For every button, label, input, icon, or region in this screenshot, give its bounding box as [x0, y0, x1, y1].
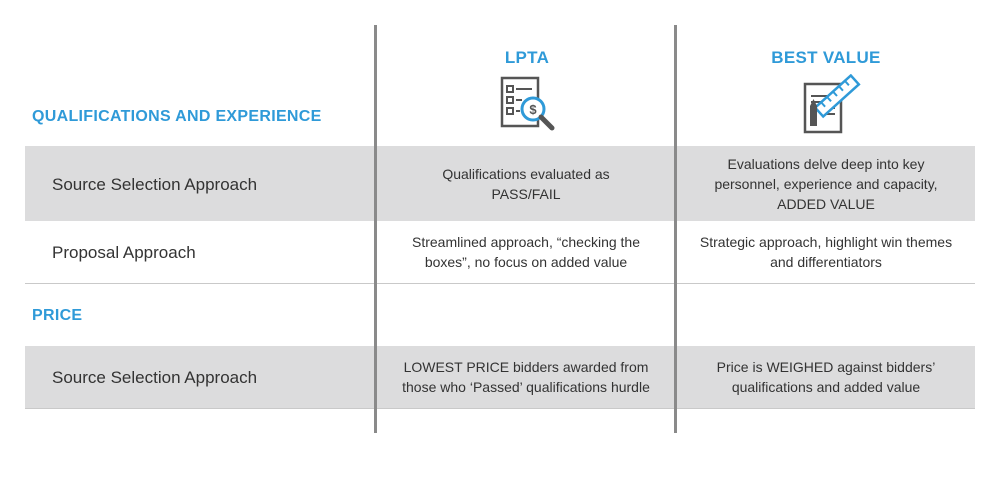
column-header-lpta [377, 48, 677, 134]
cell-best-value-proposal-approach [678, 221, 974, 283]
document-search-dollar-icon [496, 74, 558, 134]
cell-best-value-source-selection [678, 146, 974, 221]
row-label-price-source-selection: Source Selection Approach [52, 368, 258, 387]
row-label-proposal-approach: Proposal Approach [52, 243, 196, 262]
cell-text: LOWEST PRICE bidders awarded from those who ‘Passed’ qualifications hurdle [402, 359, 650, 395]
cell-text: Qualifications evaluated as PASS/FAIL [442, 165, 610, 202]
column-title-lpta: LPTA [504, 48, 550, 67]
row-divider [25, 283, 975, 284]
cell-lpta-price-source-selection [378, 346, 674, 408]
cell-text: Streamlined approach, “checking the boxes”, no focus on added value [411, 234, 641, 270]
cell-text: Evaluations delve deep into key personnel, experience and capacity, ADDED VALUE [714, 155, 938, 212]
row-label-source-selection: Source Selection Approach [52, 175, 258, 194]
section-title-qualifications: QUALIFICATIONS AND EXPERIENCE [32, 108, 322, 125]
cell-text: Price is WEIGHED against bidders’ qualifications and added value [716, 359, 936, 395]
column-title-best-value: BEST VALUE [771, 48, 881, 67]
cell-lpta-proposal-approach [378, 221, 674, 283]
row-divider [25, 408, 975, 409]
cell-best-value-price-source-selection [678, 346, 974, 408]
section-title-price: PRICE [32, 307, 83, 324]
column-header-best-value [676, 48, 976, 136]
document-pencil-ruler-icon [791, 74, 861, 136]
svg-text:$: $ [529, 102, 537, 117]
cell-lpta-source-selection [378, 146, 674, 221]
cell-text: Strategic approach, highlight win themes and differentiators [699, 234, 953, 270]
